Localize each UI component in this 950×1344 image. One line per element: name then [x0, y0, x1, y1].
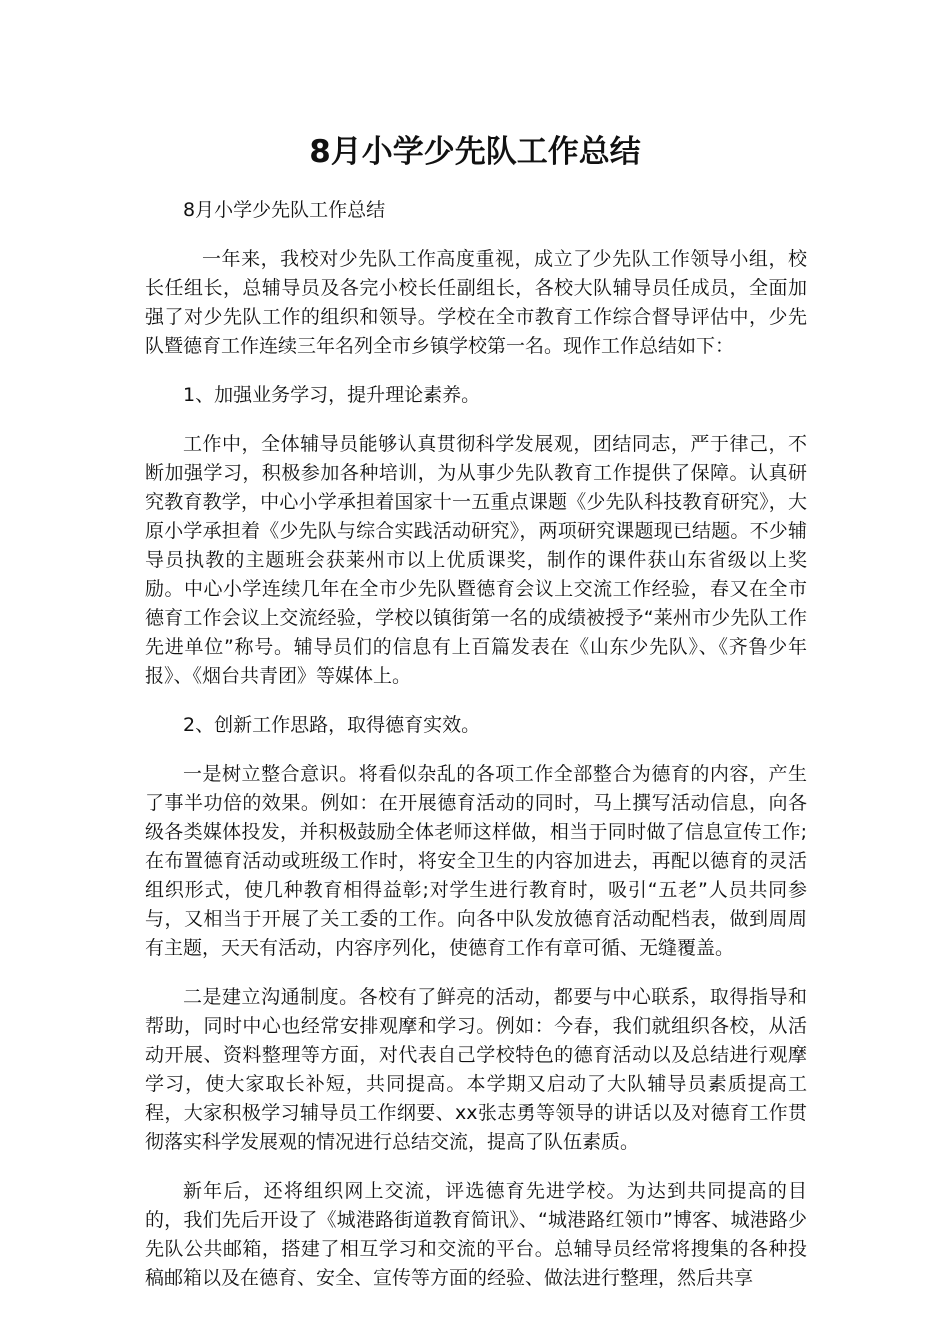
paragraph-integration: 一是树立整合意识。将看似杂乱的各项工作全部整合为德育的内容，产生了事半功倍的效果。例如：在开展德育活动的同时，马上撰写活动信息，向各级各类媒体投发，并积极鼓励全体老师这样做，相当于同时做了信息宣传工作;在布置德育活动或班级工作时，将安全卫生的内容加进去，再配以德育的灵活组织形式，使几种教育相得益彰;对学生进行教育时，吸引“五老”人员共同参与，又相当于开展了关工委的工作。向各中队发放德育活动配档表，做到周周有主题，天天有活动，内容序列化，使德育工作有章可循、无缝覆盖。 — [145, 763, 807, 959]
section-heading-1: 1、加强业务学习，提升理论素养。 — [183, 384, 481, 406]
document-subtitle: 8月小学少先队工作总结 — [183, 199, 386, 221]
paragraph-intro: 一年来，我校对少先队工作高度重视，成立了少先队工作领导小组，校长任组长，总辅导员及各完小校长任副组长，各校大队辅导员任成员，全面加强了对少先队工作的组织和领导。学校在全市教育工作综合督导评估中，少先队暨德育工作连续三年名列全市乡镇学校第一名。现作工作总结如下： — [145, 248, 807, 357]
section-heading-2: 2、创新工作思路，取得德育实效。 — [183, 714, 481, 736]
document-body — [145, 196, 807, 1293]
paragraph-study: 工作中，全体辅导员能够认真贯彻科学发展观，团结同志，严于律己，不断加强学习，积极参加各种培训，为从事少先队教育工作提供了保障。认真研究教育教学，中心小学承担着国家十一五重点课题《少先队科技教育研究》，大原小学承担着《少先队与综合实践活动研究》，两项研究课题现已结题。不少辅导员执教的主题班会获莱州市以上优质课奖，制作的课件获山东省级以上奖励。中心小学连续几年在全市少先队暨德育会议上交流工作经验，春又在全市德育工作会议上交流经验，学校以镇街第一名的成绩被授予“莱州市少先队工作先进单位”称号。辅导员们的信息有上百篇发表在《山东少先队》、《齐鲁少年报》、《烟台共青团》等媒体上。 — [145, 433, 807, 687]
paragraph-communication: 二是建立沟通制度。各校有了鲜亮的活动，都要与中心联系，取得指导和帮助，同时中心也经常安排观摩和学习。例如：今春，我们就组织各校，从活动开展、资料整理等方面，对代表自己学校特色的德育活动以及总结进行观摩学习，使大家取长补短，共同提高。本学期又启动了大队辅导员素质提高工程，大家积极学习辅导员工作纲要、xx张志勇等领导的讲话以及对德育工作贯彻落实科学发展观的情况进行总结交流，提高了队伍素质。 — [145, 986, 807, 1153]
paragraph-exchange: 新年后，还将组织网上交流，评选德育先进学校。为达到共同提高的目的，我们先后开设了《城港路街道教育简讯》、“城港路红领巾”博客、城港路少先队公共邮箱，搭建了相互学习和交流的平台。总辅导员经常将搜集的各种投稿邮箱以及在德育、安全、宣传等方面的经验、做法进行整理，然后共享 — [145, 1180, 807, 1289]
document-title: 8月小学少先队工作总结 — [309, 134, 641, 170]
